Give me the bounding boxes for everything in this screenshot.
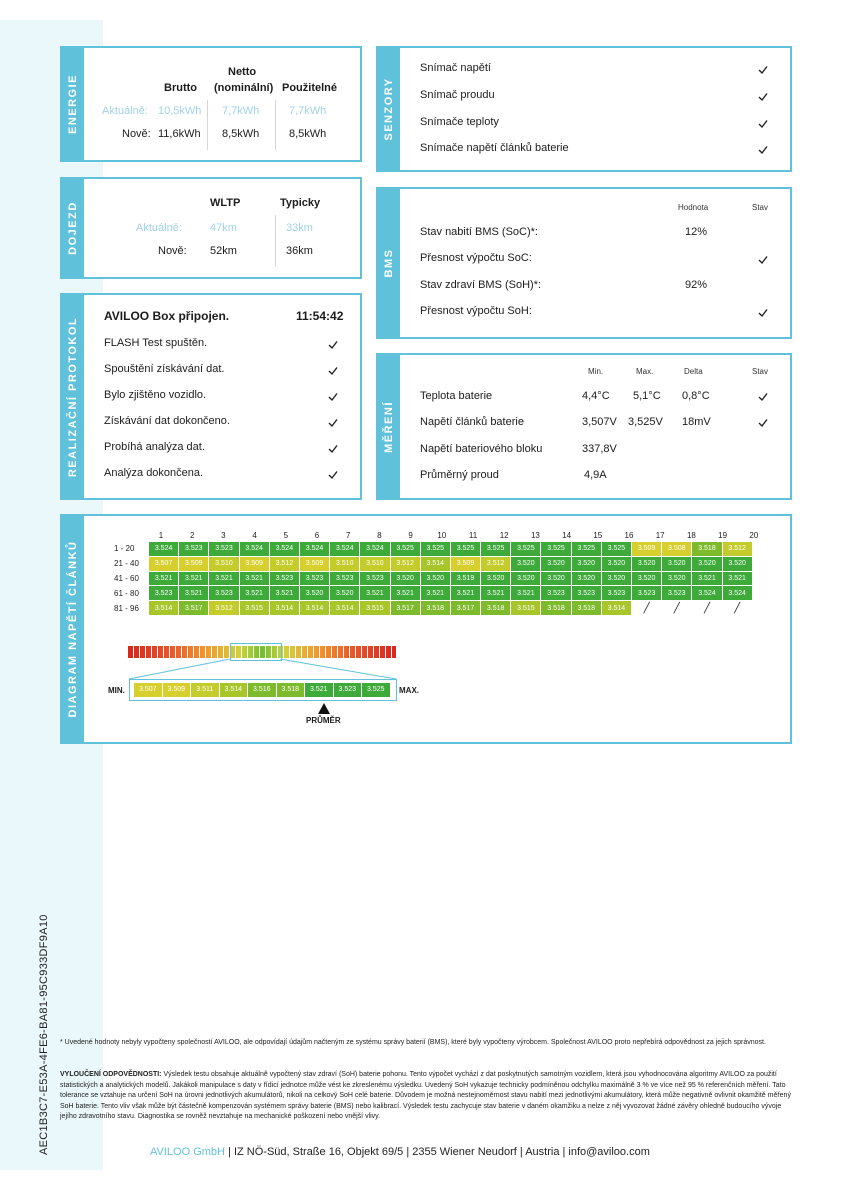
check-icon	[758, 392, 768, 402]
scale-value: 3.521	[305, 683, 333, 697]
cell-voltage: 3.520	[632, 556, 662, 571]
cell-voltage: 3.521	[511, 586, 541, 601]
cell-voltage: 3.521	[692, 571, 722, 586]
mereni-row-min: 337,8V	[582, 443, 617, 455]
cell-voltage: 3.524	[692, 586, 722, 601]
cell-voltage: 3.520	[662, 571, 692, 586]
grid-row-label: 41 - 60	[114, 571, 149, 586]
column-number: 15	[593, 531, 603, 540]
protokol-item: Bylo zjištěno vozidlo.	[104, 389, 207, 401]
mereni-row-label: Teplota baterie	[420, 390, 493, 402]
column-number: 7	[345, 531, 351, 540]
cell-voltage: 3.520	[511, 571, 541, 586]
check-icon	[328, 444, 338, 454]
protokol-item: Spouštění získávání dat.	[104, 363, 225, 375]
column-number: 1	[158, 531, 164, 540]
protokol-panel	[60, 293, 362, 500]
cell-voltage: 3.507	[149, 556, 179, 571]
empty-cell-dash: ╱	[632, 601, 662, 616]
mereni-title: MĚŘENÍ	[383, 400, 395, 453]
cell-voltage: 3.524	[269, 542, 299, 557]
bms-row-value: 92%	[685, 279, 708, 291]
cell-voltage: 3.523	[209, 542, 239, 557]
cell-voltage: 3.518	[692, 542, 722, 557]
cell-voltage: 3.525	[541, 542, 571, 557]
cell-voltage: 3.524	[239, 542, 269, 557]
protokol-item: Probíhá analýza dat.	[104, 441, 205, 453]
cell-voltage: 3.520	[420, 571, 450, 586]
protokol-item: Získávání dat dokončeno.	[104, 415, 230, 427]
check-icon	[328, 418, 338, 428]
mereni-row-delta: 0,8°C	[682, 390, 710, 402]
check-icon	[758, 418, 768, 428]
cell-voltage: 3.518	[481, 601, 511, 616]
cell-voltage: 3.520	[541, 571, 571, 586]
cell-voltage: 3.524	[330, 542, 360, 557]
footnote: * Uvedené hodnoty nebyly vypočteny společností AVILOO, ale odpovídají údajům načteným ze systému správy baterií (BMS), které byly vypočteny výrobcem. Společnost AVILOO proto nepřebírá odpovědnost za jejich správnost.	[60, 1039, 766, 1046]
energie-nove-label: Nově:	[122, 128, 151, 140]
min-label: MIN.	[108, 686, 125, 695]
cell-voltage: 3.523	[330, 571, 360, 586]
column-number: 19	[718, 531, 728, 540]
scale-value: 3.518	[277, 683, 305, 697]
cell-voltage: 3.521	[481, 586, 511, 601]
scale-value: 3.514	[220, 683, 248, 697]
mereni-row-min: 3,507V	[582, 416, 617, 428]
cell-voltage: 3.520	[330, 586, 360, 601]
column-number: 9	[408, 531, 413, 540]
energie-nove-netto: 8,5kWh	[222, 128, 260, 140]
mereni-row-delta: 18mV	[682, 416, 711, 428]
cell-voltage: 3.518	[541, 601, 571, 616]
cell-voltage: 3.517	[450, 601, 480, 616]
company-name: AVILOO GmbH	[150, 1146, 225, 1158]
cell-voltage: 3.520	[722, 556, 752, 571]
cell-voltage: 3.510	[209, 556, 239, 571]
scale-value: 3.516	[248, 683, 276, 697]
cell-voltage: 3.525	[481, 542, 511, 557]
mereni-row-min: 4,4°C	[582, 390, 610, 402]
cell-voltage-grid	[113, 541, 753, 616]
disclaimer-text: Výsledek testu obsahuje aktuálně vypočtený stav zdraví (SoH) baterie pohonu. Tento výpočet vychází z dat poskytnutých samotným vozidlem, která jsou vyhodnocována algoritmy AVILOO za použití statistických a analytických modelů. Jakákoli manipulace s daty v řídicí jednotce může vést ke zkreslenému výsledku. Uvedený SoH vykazuje technicky podmíněnou odchylku maximálně 3 % ve více než 95 % referenčních měření. Tato tolerance se vztahuje na určení SoH na úrovni jednotlivých akumulátorů, nikoli na celkový SoH celé baterie. Důvodem je možná nestejnoměrnost stavu nabití mezi jednotlivými akumulátory, která může negativně ovlivnit okamžitě měřený SoH baterie. Tento vliv však může být částečně kompenzován systémem správy baterie (BMS) nebo kalibrací. Výsledek testu zachycuje stav baterie v daném okamžiku a nelze z něj vyvozovat žádné závěry ohledně budoucího vývoje jejího zdravotního stavu. Diagnostika se rovněž nevztahuje na mechanické poškození nebo vnější vlivy.	[60, 1071, 791, 1120]
bms-row-value: 12%	[685, 226, 708, 238]
cell-voltage: 3.512	[722, 542, 752, 557]
grid-row	[114, 556, 753, 571]
cell-voltage: 3.509	[632, 542, 662, 557]
cell-voltage: 3.525	[571, 542, 601, 557]
cell-voltage: 3.512	[269, 556, 299, 571]
column-number: 17	[655, 531, 665, 540]
cell-voltage: 3.521	[239, 571, 269, 586]
energie-aktualne-label: Aktuálně:	[102, 105, 148, 117]
energie-title: ENERGIE	[67, 73, 79, 135]
dojezd-nove-label: Nově:	[158, 245, 187, 257]
disclaimer	[60, 1070, 795, 1123]
check-icon	[328, 340, 338, 350]
average-label: PRŮMĚR	[306, 716, 341, 725]
check-icon	[758, 145, 768, 155]
cell-voltage: 3.520	[390, 571, 420, 586]
bms-panel	[376, 187, 792, 339]
energie-aktualne-netto: 7,7kWh	[222, 105, 260, 117]
mereni-row-max: 5,1°C	[633, 390, 661, 402]
cell-voltage: 3.523	[360, 571, 390, 586]
dojezd-nove-typicky: 36km	[286, 245, 313, 257]
cell-voltage: 3.514	[149, 601, 179, 616]
scale-value: 3.511	[191, 683, 219, 697]
cell-voltage: 3.523	[299, 571, 329, 586]
check-icon	[758, 255, 768, 265]
column-number: 11	[468, 531, 478, 540]
cell-voltage: 3.523	[179, 542, 209, 557]
column-number: 4	[252, 531, 257, 540]
energie-aktualne-brutto: 10,5kWh	[158, 105, 202, 117]
disclaimer-title: VYLOUČENÍ ODPOVĚDNOSTI:	[60, 1071, 162, 1078]
protokol-item: Analýza dokončena.	[104, 467, 204, 479]
cell-voltage: 3.521	[722, 571, 752, 586]
cell-voltage: 3.525	[390, 542, 420, 557]
grid-row	[114, 571, 753, 586]
cell-voltage: 3.520	[571, 556, 601, 571]
grid-row	[114, 542, 753, 557]
dojezd-aktualne-typicky: 33km	[286, 222, 313, 234]
scale-value: 3.507	[134, 683, 162, 697]
cell-voltage: 3.523	[149, 586, 179, 601]
column-number: 16	[624, 531, 634, 540]
mereni-panel	[376, 353, 792, 500]
cell-voltage: 3.521	[420, 586, 450, 601]
cell-voltage: 3.520	[601, 556, 631, 571]
cell-voltage: 3.521	[209, 571, 239, 586]
cell-voltage: 3.509	[450, 556, 480, 571]
column-number: 12	[499, 531, 509, 540]
protokol-title: REALIZAČNÍ PROTOKOL	[67, 316, 79, 477]
energie-col-brutto: Brutto	[164, 82, 197, 94]
cell-voltage: 3.509	[299, 556, 329, 571]
cell-voltage: 3.514	[269, 601, 299, 616]
cell-voltage: 3.515	[360, 601, 390, 616]
grid-row	[114, 601, 753, 616]
scale-value: 3.525	[362, 683, 390, 697]
cell-voltage: 3.510	[330, 556, 360, 571]
empty-cell-dash: ╱	[692, 601, 722, 616]
cell-voltage: 3.525	[601, 542, 631, 557]
mereni-col-max: Max.	[636, 367, 654, 376]
mereni-col-delta: Delta	[684, 367, 703, 376]
cell-voltage: 3.514	[601, 601, 631, 616]
cell-voltage: 3.514	[299, 601, 329, 616]
bms-col-hodnota: Hodnota	[678, 203, 709, 212]
column-number: 5	[283, 531, 289, 540]
protokol-heading: AVILOO Box připojen.	[104, 309, 230, 323]
energie-col-netto-sub: (nominální)	[214, 82, 274, 94]
cell-voltage: 3.523	[632, 586, 662, 601]
cell-voltage: 3.517	[390, 601, 420, 616]
cell-voltage: 3.521	[179, 571, 209, 586]
cell-voltage: 3.520	[632, 571, 662, 586]
grid-row	[114, 586, 753, 601]
column-number: 8	[377, 531, 382, 540]
cell-voltage: 3.514	[420, 556, 450, 571]
diagram-title: DIAGRAM NAPĚTÍ ČLÁNKŮ	[67, 540, 79, 718]
cell-voltage: 3.508	[662, 542, 692, 557]
energie-aktualne-pouzitelne: 7,7kWh	[289, 105, 327, 117]
cell-voltage: 3.518	[571, 601, 601, 616]
bms-row-label: Přesnost výpočtu SoH:	[420, 305, 532, 317]
bms-row-label: Stav zdraví BMS (SoH)*:	[420, 279, 542, 291]
average-arrow-icon	[318, 703, 330, 714]
check-icon	[758, 119, 768, 129]
column-number: 18	[686, 531, 696, 540]
cell-voltage: 3.519	[450, 571, 480, 586]
check-icon	[758, 308, 768, 318]
address-text: | IZ NÖ-Süd, Straße 16, Objekt 69/5 | 2355 Wiener Neudorf | Austria | info@aviloo.com	[224, 1146, 650, 1158]
mereni-col-min: Min.	[588, 367, 604, 376]
bms-title: BMS	[383, 248, 395, 278]
check-icon	[328, 366, 338, 376]
cell-voltage: 3.512	[481, 556, 511, 571]
cell-voltage: 3.521	[239, 586, 269, 601]
grid-row-label: 61 - 80	[114, 586, 149, 601]
mereni-row-label: Průměrný proud	[420, 469, 499, 481]
cell-voltage: 3.523	[601, 586, 631, 601]
senzory-item: Snímač proudu	[420, 89, 495, 101]
dojezd-title: DOJEZD	[67, 201, 79, 255]
cell-voltage: 3.520	[662, 556, 692, 571]
cell-voltage: 3.512	[209, 601, 239, 616]
cell-voltage: 3.525	[420, 542, 450, 557]
bms-col-stav: Stav	[752, 203, 769, 212]
cell-voltage: 3.514	[330, 601, 360, 616]
scale-value: 3.523	[334, 683, 362, 697]
cell-voltage: 3.510	[360, 556, 390, 571]
cell-voltage: 3.517	[179, 601, 209, 616]
cell-voltage: 3.520	[692, 556, 722, 571]
cell-voltage: 3.520	[511, 556, 541, 571]
energie-col-pouzitelne: Použitelné	[282, 82, 338, 94]
senzory-title: SENZORY	[383, 77, 395, 141]
cell-voltage: 3.523	[541, 586, 571, 601]
cell-voltage: 3.521	[450, 586, 480, 601]
cell-voltage: 3.512	[390, 556, 420, 571]
cell-voltage: 3.523	[209, 586, 239, 601]
cell-voltage: 3.521	[179, 586, 209, 601]
cell-voltage: 3.525	[511, 542, 541, 557]
cell-voltage: 3.521	[390, 586, 420, 601]
zoom-connector	[128, 659, 398, 680]
energie-nove-pouzitelne: 8,5kWh	[289, 128, 327, 140]
cell-voltage: 3.520	[601, 571, 631, 586]
energie-col-netto: Netto	[228, 66, 257, 78]
mereni-row-label: Napětí bateriového bloku	[420, 443, 543, 455]
company-address	[150, 1146, 650, 1158]
dojezd-aktualne-wltp: 47km	[210, 222, 237, 234]
cell-voltage: 3.515	[511, 601, 541, 616]
column-number: 14	[562, 531, 572, 540]
cell-voltage: 3.521	[360, 586, 390, 601]
cell-voltage: 3.520	[571, 571, 601, 586]
protokol-time: 11:54:42	[296, 309, 344, 323]
check-icon	[758, 92, 768, 102]
column-number: 13	[530, 531, 540, 540]
check-icon	[328, 392, 338, 402]
energie-nove-brutto: 11,6kWh	[158, 128, 201, 140]
senzory-item: Snímače teploty	[420, 116, 499, 128]
column-number: 20	[749, 531, 759, 540]
check-icon	[758, 65, 768, 75]
mereni-row-min: 4,9A	[584, 469, 607, 481]
energie-panel	[60, 46, 362, 162]
grid-row-label: 81 - 96	[114, 601, 149, 616]
zoomed-scale	[129, 679, 397, 701]
document-id: AEC1B3C7-E53A-4FE6-BA81-95C933DF9A10	[38, 914, 50, 1155]
cell-voltage: 3.523	[571, 586, 601, 601]
cell-voltage: 3.521	[269, 586, 299, 601]
dojezd-aktualne-label: Aktuálně:	[136, 222, 182, 234]
senzory-item: Snímač napětí	[420, 62, 491, 74]
protokol-item: FLASH Test spuštěn.	[104, 337, 208, 349]
cell-voltage: 3.509	[239, 556, 269, 571]
max-label: MAX.	[399, 686, 419, 695]
cell-voltage: 3.509	[179, 556, 209, 571]
cell-voltage: 3.523	[662, 586, 692, 601]
mereni-col-stav: Stav	[752, 367, 769, 376]
column-number: 10	[437, 531, 447, 540]
dojezd-col-typicky: Typicky	[280, 197, 321, 209]
cell-voltage: 3.524	[360, 542, 390, 557]
scale-value: 3.509	[163, 683, 191, 697]
dojezd-nove-wltp: 52km	[210, 245, 237, 257]
check-icon	[328, 470, 338, 480]
grid-row-label: 1 - 20	[114, 542, 149, 557]
mereni-row-max: 3,525V	[628, 416, 663, 428]
dojezd-panel	[60, 177, 362, 279]
cell-voltage: 3.521	[149, 571, 179, 586]
grid-row-label: 21 - 40	[114, 556, 149, 571]
dojezd-col-wltp: WLTP	[210, 197, 241, 209]
bms-row-label: Přesnost výpočtu SoC:	[420, 252, 532, 264]
cell-voltage: 3.520	[481, 571, 511, 586]
cell-voltage: 3.523	[269, 571, 299, 586]
cell-voltage: 3.520	[299, 586, 329, 601]
senzory-item: Snímače napětí článků baterie	[420, 142, 569, 154]
empty-cell-dash: ╱	[722, 601, 752, 616]
cell-voltage: 3.525	[450, 542, 480, 557]
cell-voltage: 3.524	[149, 542, 179, 557]
bms-row-label: Stav nabití BMS (SoC)*:	[420, 226, 538, 238]
column-number: 2	[189, 531, 195, 540]
column-number: 6	[314, 531, 320, 540]
cell-voltage: 3.520	[541, 556, 571, 571]
cell-voltage: 3.524	[722, 586, 752, 601]
cell-voltage: 3.515	[239, 601, 269, 616]
empty-cell-dash: ╱	[662, 601, 692, 616]
cell-voltage: 3.524	[299, 542, 329, 557]
cell-voltage: 3.518	[420, 601, 450, 616]
senzory-panel	[376, 46, 792, 172]
mereni-row-label: Napětí článků baterie	[420, 416, 524, 428]
column-number: 3	[221, 531, 226, 540]
